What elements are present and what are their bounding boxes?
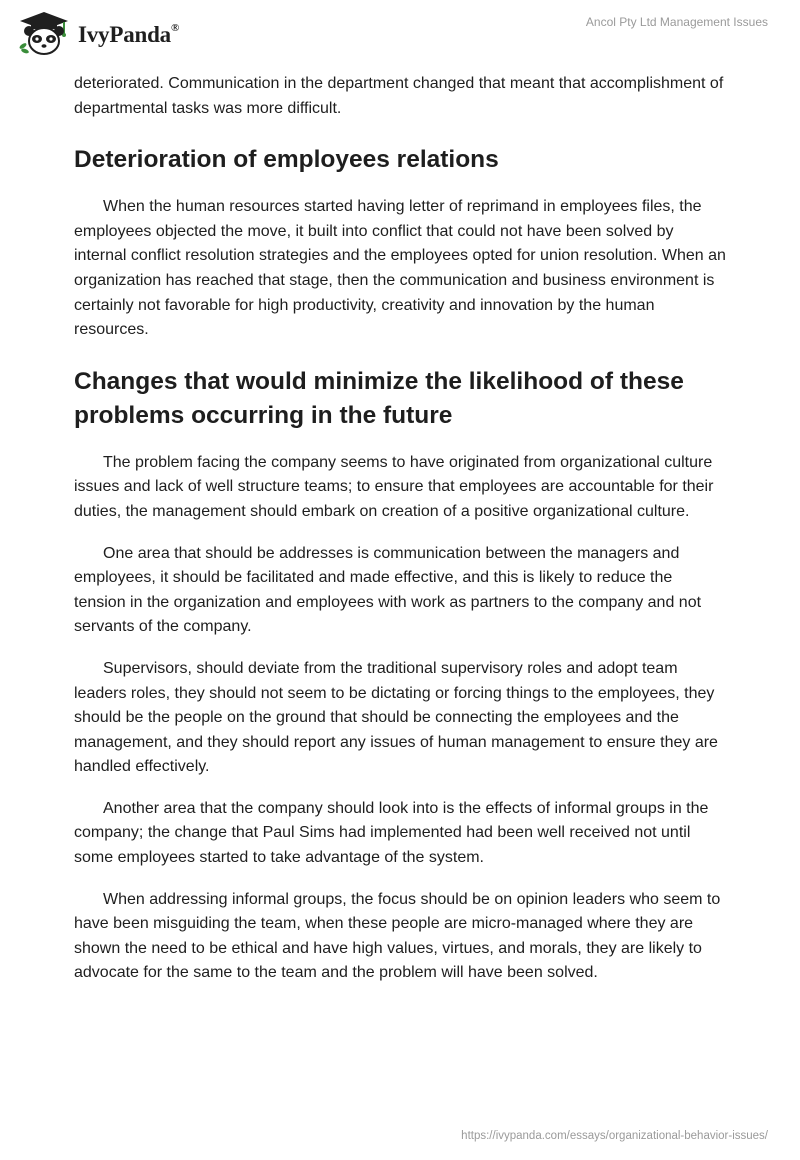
paragraph: When the human resources started having letter of reprimand in employees files, the employees objected the move, it built into conflict that could not have been solved by internal conflict resolution strategies and the employees opted for union resolution. When an organization has reached that stage, then the communication and business environment is certainly not favorable for high productivity, creativity and innovation by the human resources.	[74, 198, 726, 339]
page-header	[0, 0, 800, 70]
section-heading-employee-relations: Deterioration of employees relations	[74, 146, 499, 174]
continuation-paragraph: deteriorated. Communication in the department changed that meant that accomplishment of departmental tasks was more difficult.	[74, 75, 724, 117]
paragraph: When addressing informal groups, the focus should be on opinion leaders who seem to have been misguiding the team, when these people are micro-managed where they are shown the need to be ethical and have high values, virtues, and morals, they are likely to advocate for the same to the team and the problem will have been solved.	[74, 890, 721, 982]
source-url[interactable]: https://ivypanda.com/essays/organizational-behavior-issues/	[461, 1130, 768, 1142]
paragraph: Another area that the company should look into is the effects of informal groups in the company; the change that Paul Sims had implemented had been well received not until some employees started to take advantage of the system.	[74, 799, 709, 867]
paragraph: One area that should be addresses is communication between the managers and employees, it should be facilitated and made effective, and this is likely to reduce the tension in the organization and employees with work as partners to the company and not servants of the company.	[74, 544, 702, 636]
section-heading-changes: Changes that would minimize the likelihood of these problems occurring in the future	[74, 367, 684, 429]
essay-body	[74, 72, 726, 1003]
panda-icon	[16, 10, 72, 56]
ivypanda-logo[interactable]	[16, 10, 179, 56]
paragraph: Supervisors, should deviate from the traditional supervisory roles and adopt team leaders roles, they should not seem to be dictating or forcing things to the employees, they should be the people on the ground that should be connecting the employees and the management, and they should report any issues of human management to ensure they are handled effectively.	[74, 659, 718, 776]
paragraph: The problem facing the company seems to have originated from organizational culture issues and lack of well structure teams; to ensure that employees are accountable for their duties, the management should embark on creation of a positive organizational culture.	[74, 453, 714, 520]
brand-name: IvyPanda®	[78, 22, 180, 47]
document-title: Ancol Pty Ltd Management Issues	[585, 15, 768, 29]
